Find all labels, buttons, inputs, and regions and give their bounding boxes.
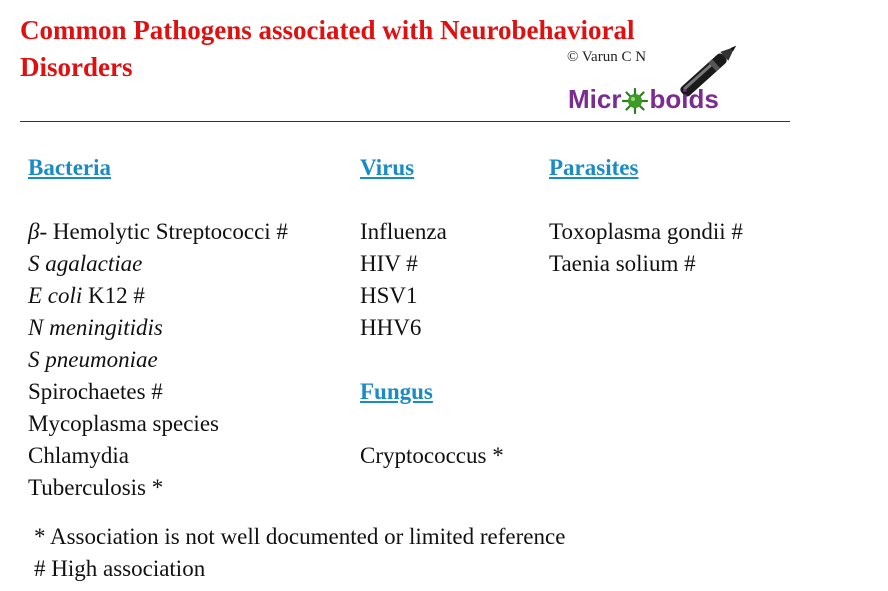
footnote-star: * Association is not well documented or limited reference: [34, 524, 566, 549]
page-title: [20, 12, 635, 86]
bacteria-list: [28, 216, 288, 504]
list-item: HHV6: [360, 315, 422, 340]
copyright-credit: © Varun C N: [567, 49, 647, 65]
list-item: HSV1: [360, 283, 418, 308]
list-item: Toxoplasma gondii #: [549, 219, 743, 244]
parasites-column: [549, 152, 743, 280]
item-text: Tuberculosis *: [28, 475, 164, 500]
list-item: HIV #: [360, 251, 418, 276]
item-text: Spirochaetes #: [28, 379, 163, 404]
list-item: [28, 312, 288, 344]
list-item: [28, 280, 288, 312]
list-item: [28, 248, 288, 280]
bacteria-heading: Bacteria: [28, 155, 112, 180]
item-text: Hemolytic Streptococci #: [47, 219, 288, 244]
virus-column: [360, 152, 504, 472]
item-italic: β-: [28, 219, 48, 244]
parasites-heading: Parasites: [549, 155, 639, 180]
title-line-2: Disorders: [20, 52, 133, 82]
item-italic: S pneumoniae: [28, 347, 158, 372]
fungus-list: [360, 440, 504, 472]
virus-list: [360, 216, 504, 344]
list-item: Taenia solium #: [549, 251, 696, 276]
list-item: [28, 344, 288, 376]
list-item: [28, 376, 288, 408]
item-text: Chlamydia: [28, 443, 129, 468]
germ-icon: [622, 88, 648, 114]
microboids-logo: [568, 84, 719, 115]
title-line-1: Common Pathogens associated with Neurobehavioral: [20, 15, 635, 45]
virus-heading: Virus: [360, 155, 415, 180]
list-item: [28, 216, 288, 248]
footnotes: [34, 521, 565, 585]
logo-text-left: Micr: [568, 84, 622, 114]
list-item: Influenza: [360, 219, 447, 244]
item-text: K12 #: [82, 283, 145, 308]
item-italic: N meningitidis: [28, 315, 163, 340]
item-italic: E coli: [28, 283, 83, 308]
fungus-heading: Fungus: [360, 379, 433, 404]
header-divider: [20, 121, 790, 122]
list-item: Cryptococcus *: [360, 443, 504, 468]
item-italic: S agalactiae: [28, 251, 143, 276]
list-item: [28, 408, 288, 440]
list-item: [28, 440, 288, 472]
parasites-list: [549, 216, 743, 280]
logo-text-right: boids: [649, 84, 719, 114]
footnote-hash: # High association: [34, 556, 206, 581]
bacteria-column: [28, 152, 288, 504]
list-item: [28, 472, 288, 504]
item-text: Mycoplasma species: [28, 411, 219, 436]
